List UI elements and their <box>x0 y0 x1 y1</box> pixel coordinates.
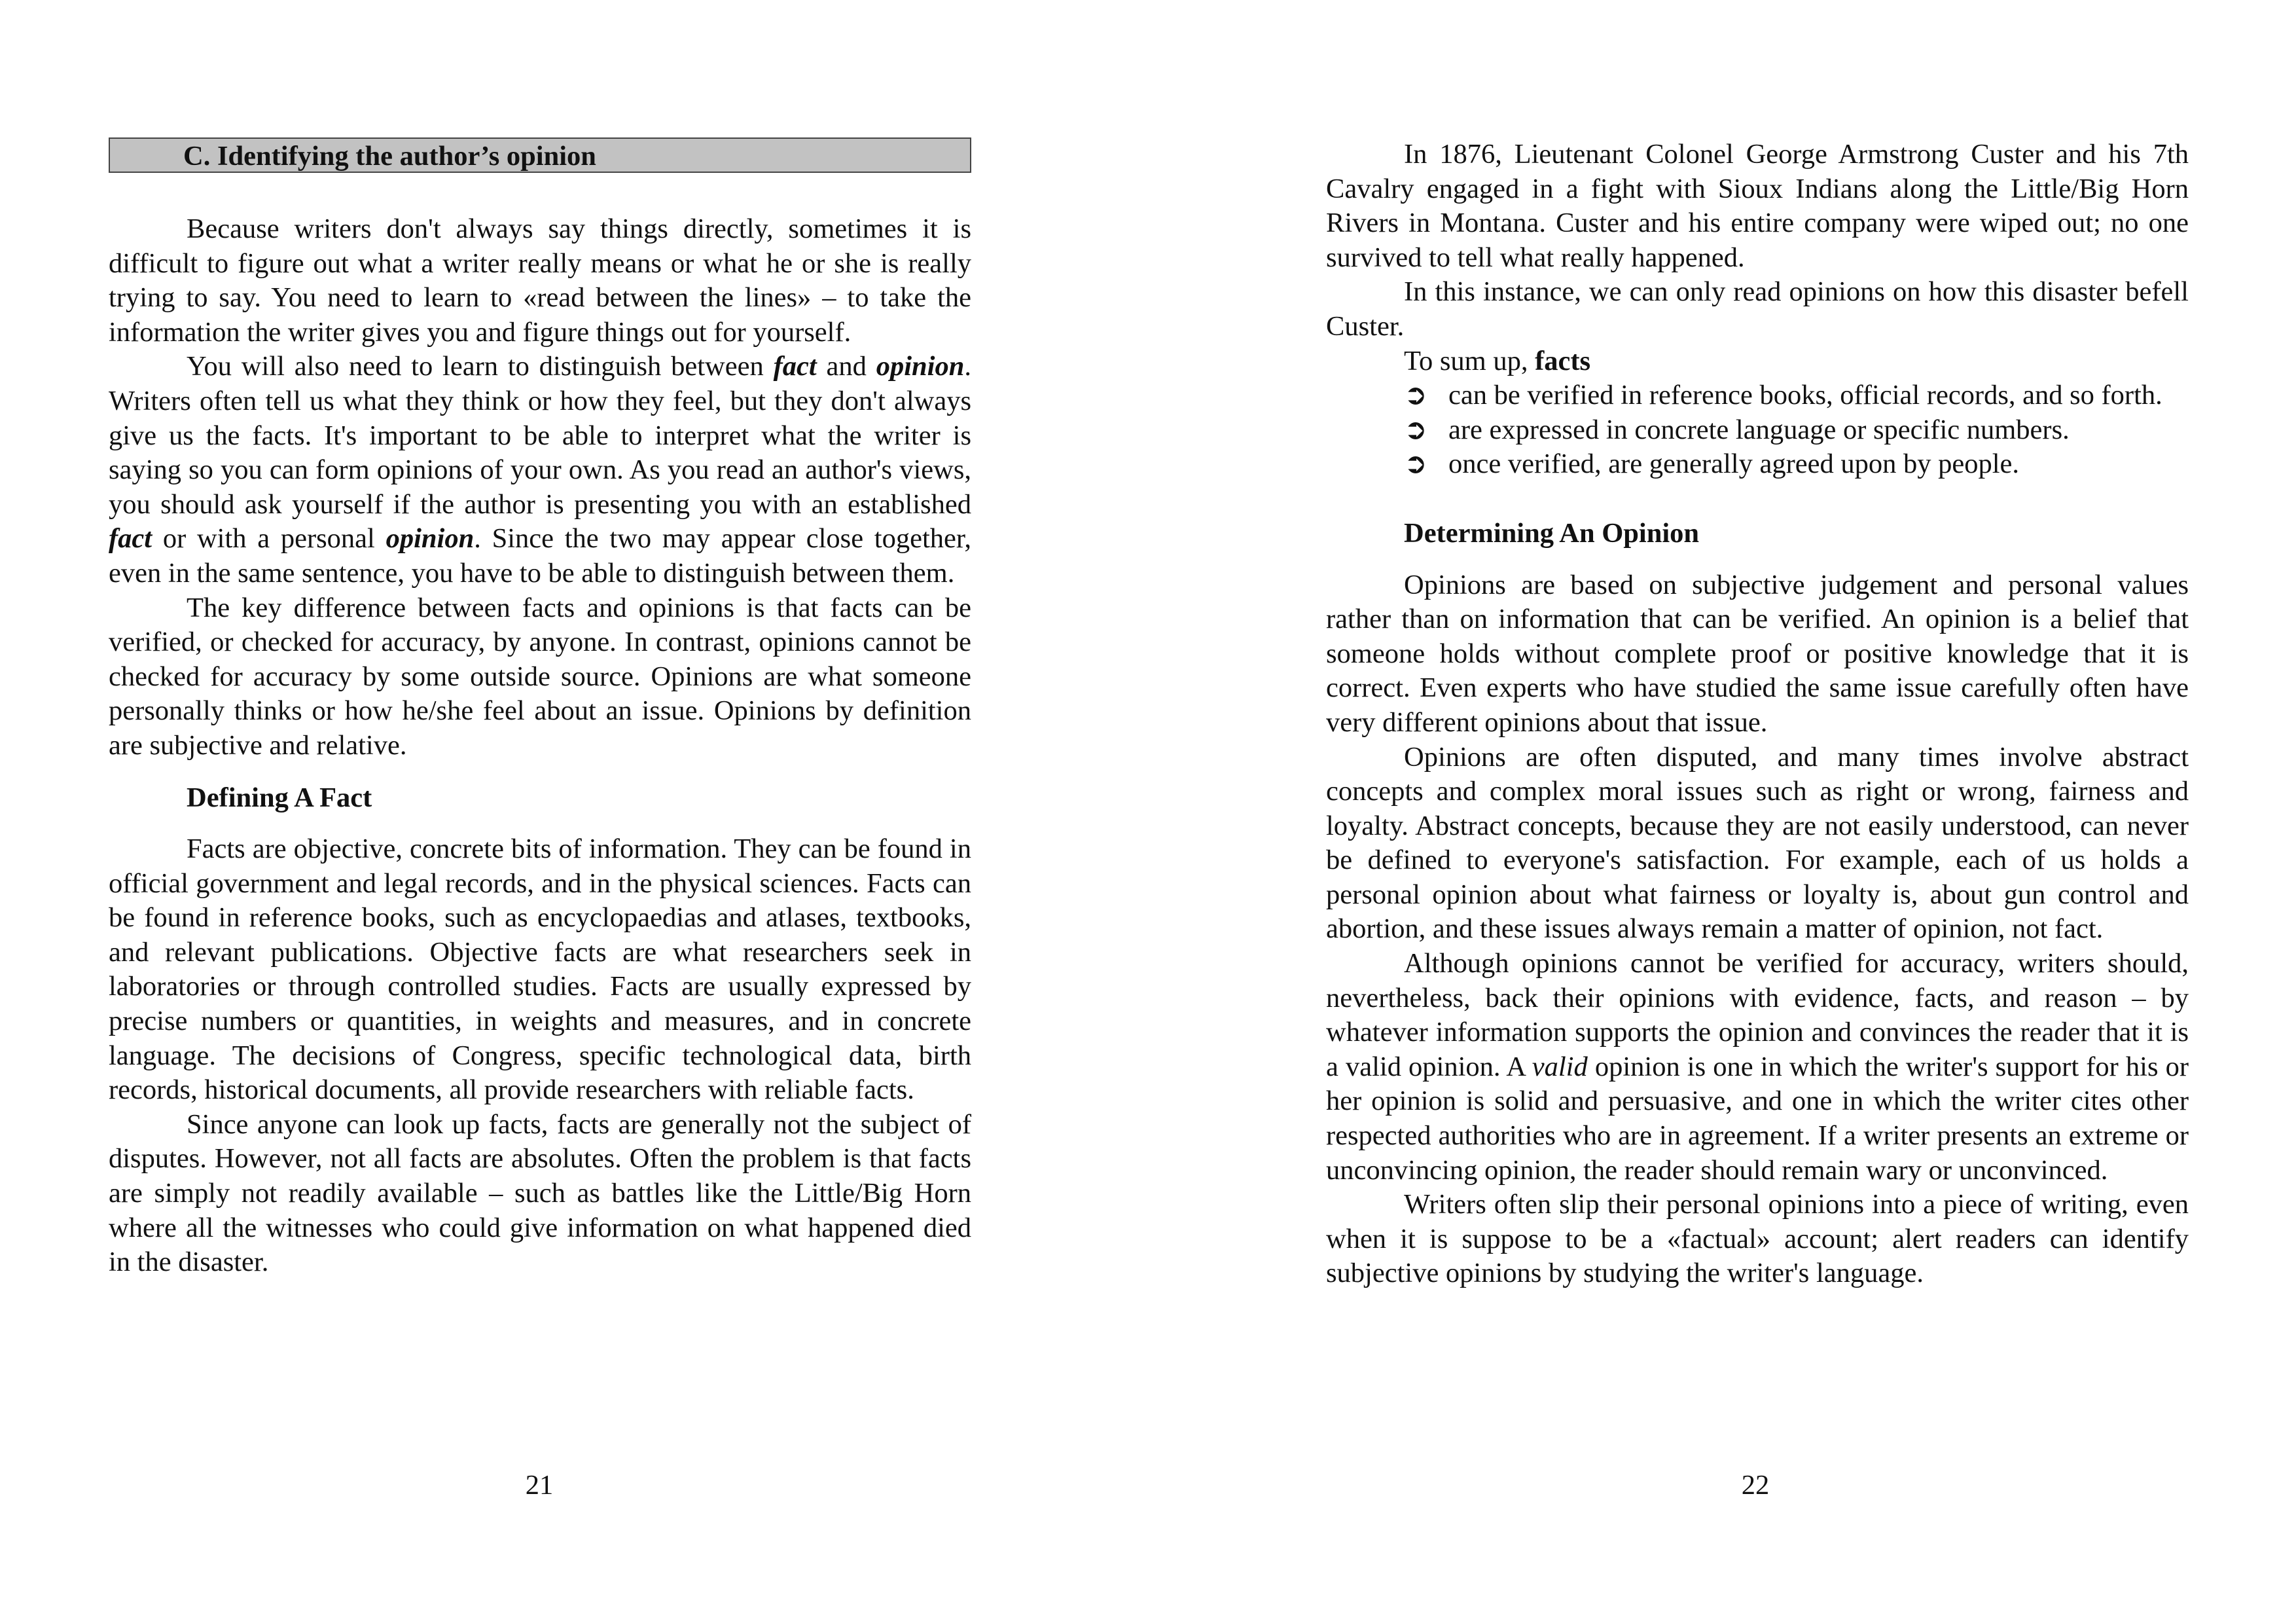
facts-bullet-list <box>1326 378 2189 482</box>
text-run: or with a personal <box>152 523 386 555</box>
text-run: opinion is one in which the writer's support for his or her opinion is solid and persuasive, and one in which the writer cites other respected authorities who are in agreement. If a writer presents an extreme or unconvincing opinion, the reader should remain wary or unconvinced. <box>1326 1051 2189 1186</box>
arrow-bullet-icon: ➲ <box>1404 413 1427 446</box>
left-page-text-column <box>109 134 971 1280</box>
emphasis-fact: fact <box>109 523 152 555</box>
text-run: and <box>816 351 876 382</box>
emphasis-facts: facts <box>1535 345 1591 376</box>
arrow-bullet-icon: ➲ <box>1404 448 1427 481</box>
paragraph: Opinions are often disputed, and many times involve abstract concepts and complex moral issues such as right or wrong, fairness and loyalty. Abstract concepts, because they are not easily understood, can never be defined to everyone's satisfaction. For example, each of us holds a personal opinion about what fairness or loyalty is, about gun control and abortion, and these issues always remain a matter of opinion, not fact. <box>1326 741 2189 945</box>
arrow-bullet-icon: ➲ <box>1404 379 1427 412</box>
text-run: . Writers often tell us what they think or how they feel, but they don't always give us the facts. It's important to be able to interpret what the writer is saying so you can form opinions of your own. As you read an author's views, you should ask yourself if the author is presenting you with an established <box>109 351 971 520</box>
paragraph: The key difference between facts and opinions is that facts can be verified, or checked for accuracy, by anyone. In contrast, opinions cannot be checked for accuracy by some outside source. Opinions are what someone personally thinks or how he/she feel about an issue. Opinions by definition are subjective and relative. <box>109 592 971 761</box>
emphasis-opinion: opinion <box>876 351 965 382</box>
list-item <box>1404 378 2189 413</box>
paragraph: Since anyone can look up facts, facts are generally not the subject of disputes. However, not all facts are absolutes. Often the problem is that facts are simply not readily available – such as battles like the Little/Big Horn where all the witnesses who could give information on what happened died in the disaster. <box>109 1108 971 1278</box>
sum-up-line <box>1326 344 2189 379</box>
list-item <box>1404 447 2189 482</box>
right-page <box>1148 0 2296 1623</box>
emphasis-fact: fact <box>773 351 817 382</box>
right-page-text-column <box>1326 137 2189 1291</box>
emphasis-valid: valid <box>1532 1051 1588 1082</box>
text-run: Although opinions cannot be verified for accuracy, writers should, nevertheless, back their opinions with evidence, facts, and reason – by whatever information supports the opinion and convinces the reader that it is a valid opinion. A <box>1326 948 2189 1082</box>
paragraph <box>109 350 971 591</box>
paragraph: In this instance, we can only read opinions on how this disaster befell Custer. <box>1326 276 2189 342</box>
emphasis-opinion: opinion <box>386 523 475 555</box>
subheading: Determining An Opinion <box>1404 517 1700 549</box>
paragraph: Writers often slip their personal opinions into a piece of writing, even when it is suppose to be a «factual» account; alert readers can identify subjective opinions by studying the writer's language. <box>1326 1189 2189 1289</box>
section-heading: C. Identifying the author’s opinion <box>109 137 971 173</box>
list-item-text: once verified, are generally agreed upon by people. <box>1448 448 2020 480</box>
page-number: 21 <box>525 1470 554 1501</box>
paragraph: Facts are objective, concrete bits of information. They can be found in official government and legal records, and in the physical sciences. Facts can be found in reference books, such as encyclopaedias and atlases, textbooks, and relevant publications. Objective facts are what researchers seek in laboratories or through controlled studies. Facts are usually expressed by precise numbers or quantities, in weights and measures, and in concrete language. The decisions of Congress, specific technological data, birth records, historical documents, all provide researchers with reliable facts. <box>109 833 971 1106</box>
paragraph: In 1876, Lieutenant Colonel George Armstrong Custer and his 7th Cavalry engaged in a fight with Sioux Indians along the Little/Big Horn Rivers in Montana. Custer and his entire company were wiped out; no one survived to tell what really happened. <box>1326 139 2189 273</box>
page-number: 22 <box>1741 1470 1770 1501</box>
text-run: To sum up, <box>1404 345 1535 376</box>
text-run: You will also need to learn to distinguish between <box>187 351 774 382</box>
list-item-text: can be verified in reference books, official records, and so forth. <box>1448 380 2162 411</box>
subheading: Defining A Fact <box>187 782 372 813</box>
list-item <box>1404 413 2189 448</box>
paragraph: Opinions are based on subjective judgement and personal values rather than on information that can be verified. An opinion is a belief that someone holds without complete proof or positive knowledge that it is correct. Even experts who have studied the same issue carefully often have very different opinions about that issue. <box>1326 569 2189 738</box>
text-run: . Since the two may appear close together, even in the same sentence, you have to be able to distinguish between them. <box>109 523 971 589</box>
list-item-text: are expressed in concrete language or specific numbers. <box>1448 414 2070 445</box>
paragraph <box>1326 947 2189 1188</box>
paragraph: Because writers don't always say things directly, sometimes it is difficult to figure out what a writer really means or what he or she is really trying to say. You need to learn to «read between the lines» – to take the information the writer gives you and figure things out for yourself. <box>109 213 971 348</box>
